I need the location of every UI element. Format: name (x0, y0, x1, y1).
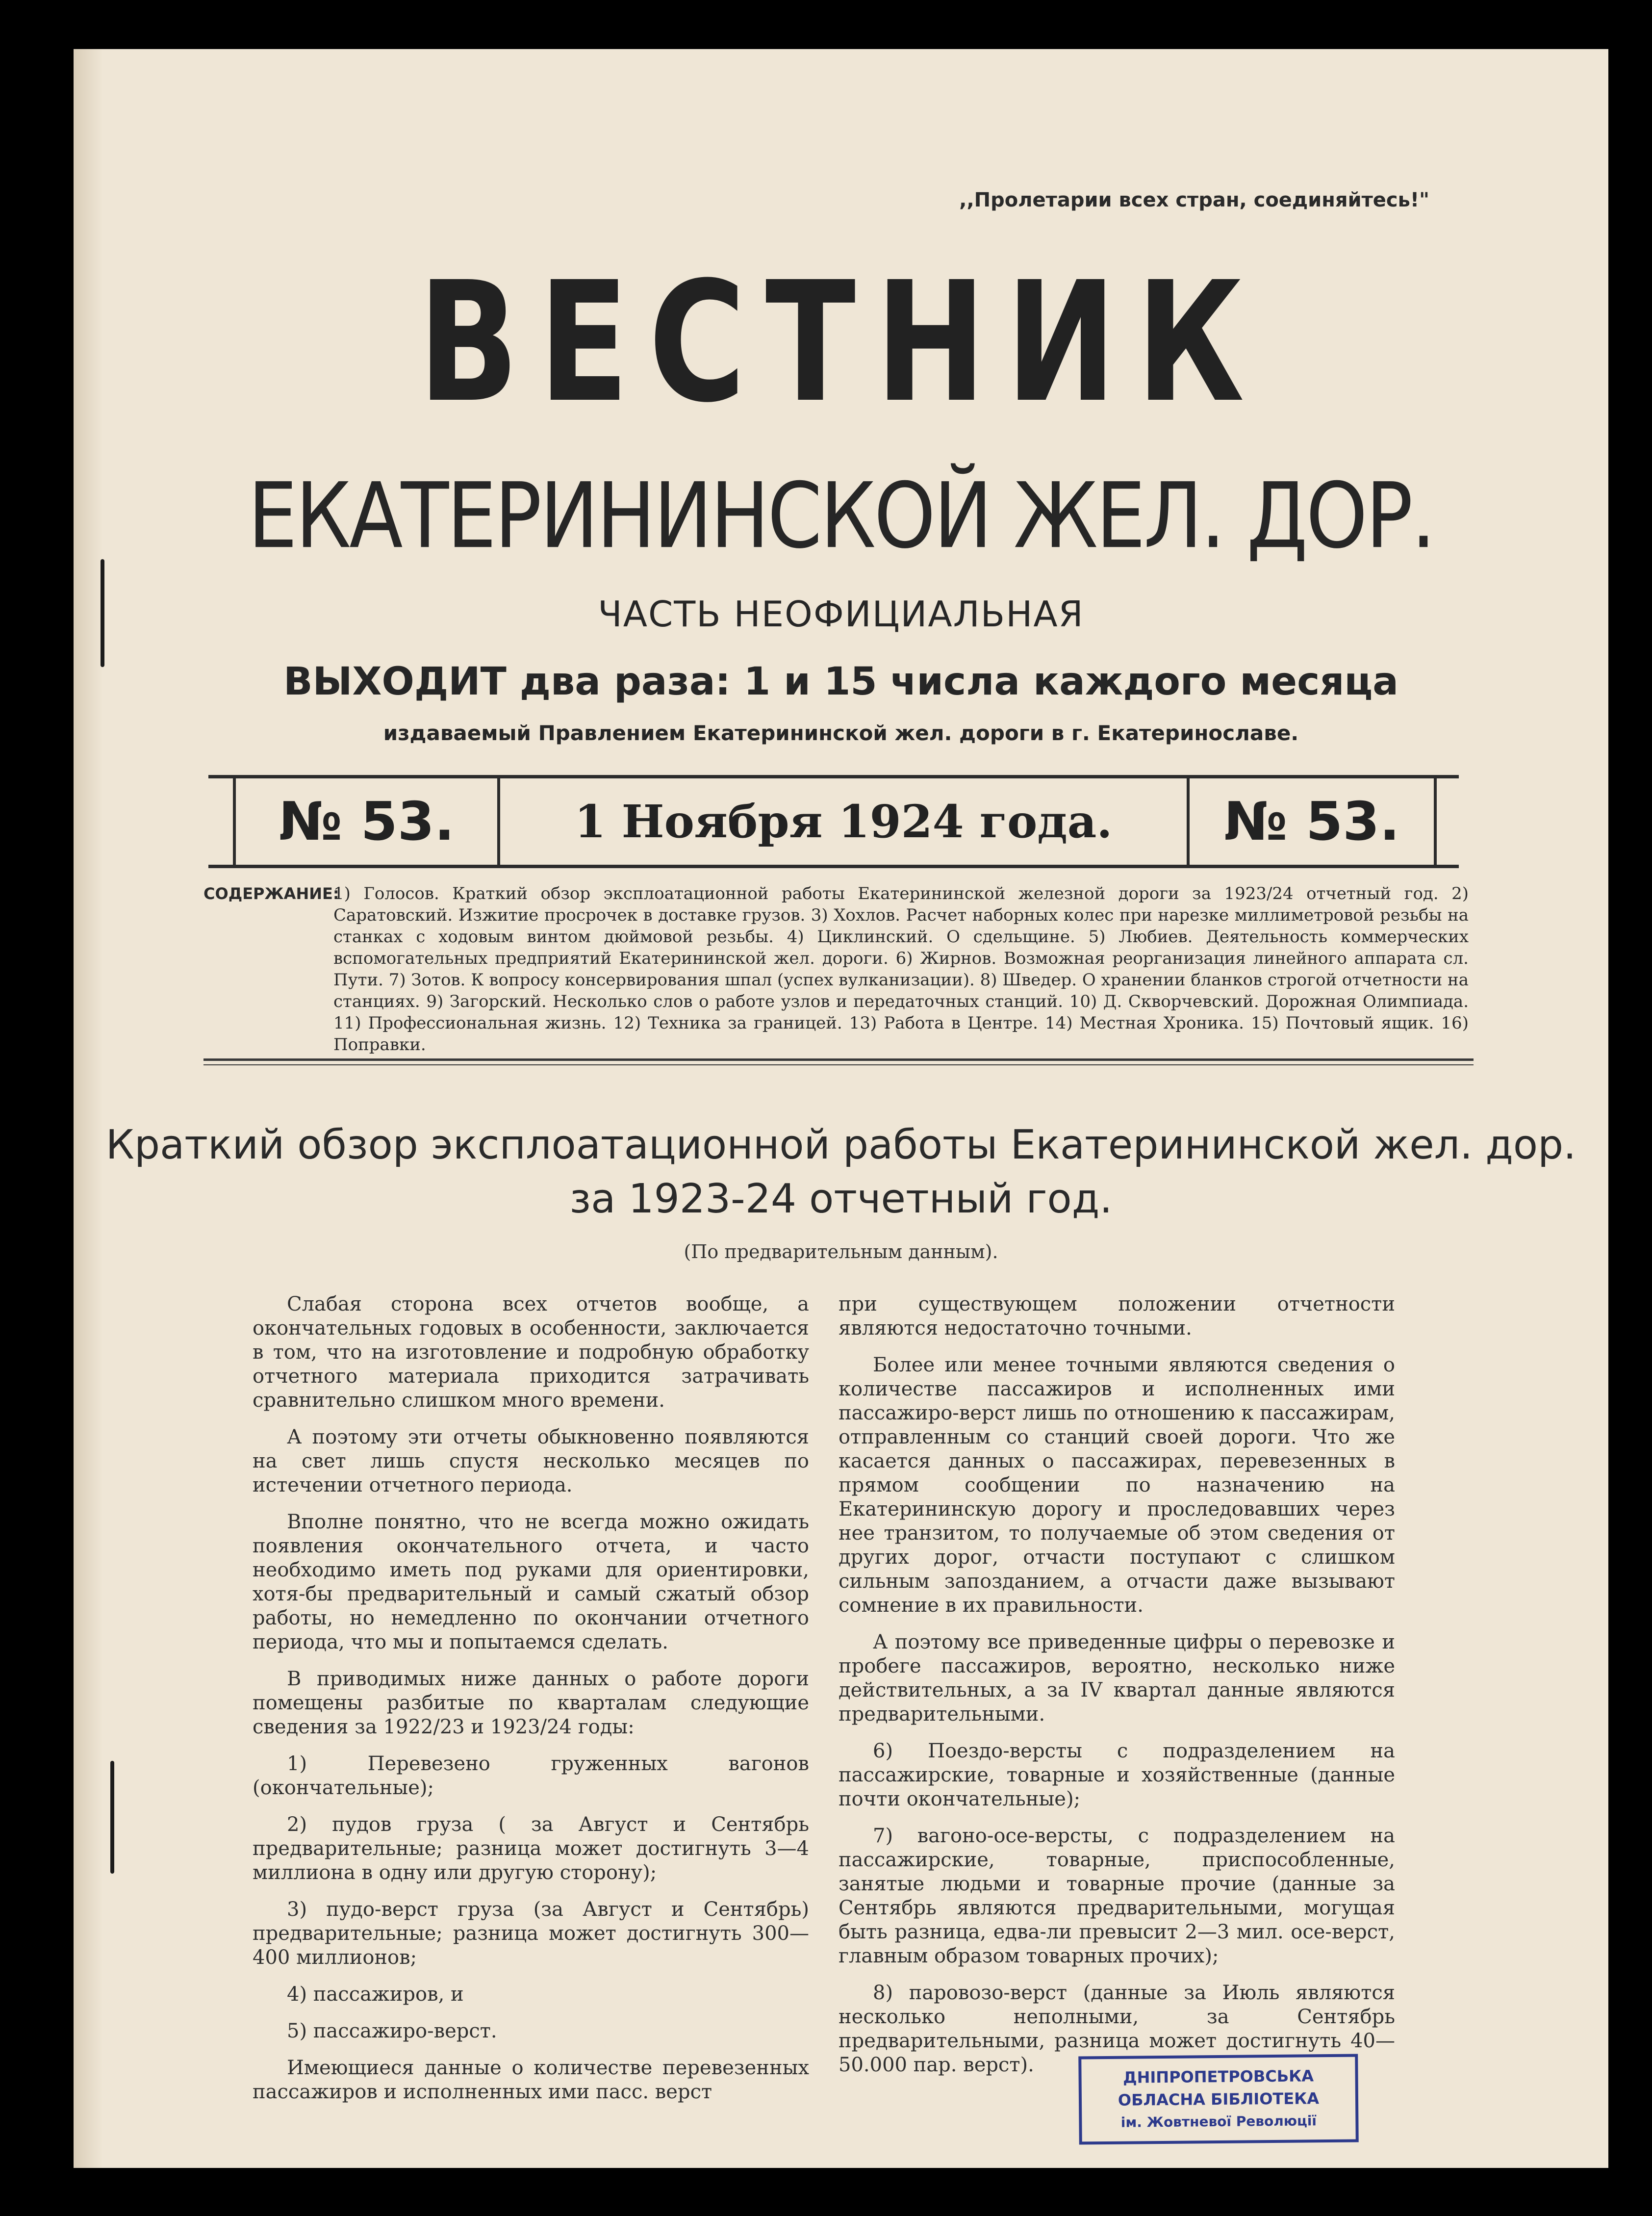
motto: ,,Пролетарии всех стран, соединяйтесь!" (959, 189, 1429, 211)
table-of-contents (203, 883, 1469, 1056)
issue-date: 1 Ноября 1924 года. (574, 795, 1113, 848)
paragraph: 5) пассажиро-верст. (287, 2020, 497, 2042)
divider-rule-thin (203, 1064, 1474, 1065)
paragraph: 4) пассажиров, и (287, 1983, 464, 2006)
article-title (74, 1118, 1608, 1226)
issue-number-left: № 53. (233, 778, 500, 865)
article-column-left (253, 1292, 809, 2117)
stamp-line1: ДНІПРОПЕТРОВСЬКА (1122, 2066, 1314, 2087)
publisher-line: издаваемый Правлением Екатерининской жел. дороги в г. Екатеринославе. (383, 721, 1299, 745)
paragraph: 7) вагоно-осе-версты, с подразделением на пассажирские, товарные, приспособленные, занятые людьми и товарные прочие (данные за Сентябрь являются предварительными, могущая быть разница, едва-ли превысит 2—3 мил. осе-верст, главным образом товарных прочих); (839, 1825, 1395, 1967)
contents-label: СОДЕРЖАНИЕ: (203, 884, 339, 903)
article-title-line2: за 1923-24 отчетный год. (569, 1176, 1113, 1222)
masthead-subtitle: ЕКАТЕРИНИНСКОЙ ЖЕЛ. ДОР. (248, 463, 1434, 568)
paragraph-continuation: при существующем положении отчетности являются недостаточно точными. (839, 1293, 1395, 1340)
section-label: ЧАСТЬ НЕОФИЦИАЛЬНАЯ (598, 593, 1084, 635)
paragraph: Вполне понятно, что не всегда можно ожидать появления окончательного отчета, и часто необходимо иметь под руками для ориентировки, хотя-бы предварительный и самый сжатый обзор работы, но немедленно по окончании отчетного периода, что мы и попытаемся сделать. (253, 1511, 809, 1653)
contents-text: 1) Голосов. Краткий обзор эксплоатационной работы Екатерининской железной дороги за 1923/24 отчетный год. 2) Саратовский. Изжитие просрочек в доставке грузов. 3) Хохлов. Расчет наборных колес при нарезке миллиметровой резьбы на станках с ходовым винтом дюймовой резьбы. 4) Циклинский. О сдельщине. 5) Любиев. Деятельность коммерческих вспомогательных предприятий Екатерининской жел. дороги. 6) Жирнов. Возможная реорганизация линейного аппарата сл. Пути. 7) Зотов. К вопросу консервирования шпал (успех вулканизации). 8) Шведер. О хранении бланков строгой отчетности на станциях. 9) Загорский. Несколько слов о работе узлов и передаточных станций. 10) Д. Скворчевский. Дорожная Олимпиада. 11) Профессиональная жизнь. 12) Техника за границей. 13) Работа в Центре. 14) Местная Хроника. 15) Почтовый ящик. 16) Поправки. (333, 884, 1469, 1055)
masthead-title: ВЕСТНИК (418, 246, 1264, 439)
paragraph: Более или менее точными являются сведения о количестве пассажиров и исполненных ими пассажиро-верст лишь по отношению к пассажирам, отправленным со станций своей дороги. Что же касается данных о пассажирах, перевезенных в прямом сообщении по назначению на Екатерининскую дорогу и проследовавших через нее транзитом, то получаемые об этом сведения от других дорог, отчасти поступают с слишком сильным запозданием, а отчасти даже вызывают сомнение в их правильности. (839, 1354, 1395, 1617)
stamp-line2: ОБЛАСНА БІБЛІОТЕКА (1118, 2089, 1320, 2110)
publication-frequency: ВЫХОДИТ два раза: 1 и 15 числа каждого месяца (283, 660, 1398, 704)
paragraph: А поэтому эти отчеты обыкновенно появляются на свет лишь спустя несколько месяцев по истечении отчетного периода. (253, 1426, 809, 1496)
article-title-line1: Краткий обзор эксплоатационной работы Екатерининской жел. дор. (105, 1122, 1576, 1168)
paragraph: 2) пудов груза ( за Август и Сентябрь предварительные; разница может достигнуть 3—4 миллиона в одну или другую сторону); (253, 1813, 809, 1884)
stamp-line3: ім. Жовтневої Революції (1120, 2113, 1317, 2131)
newspaper-page (74, 49, 1608, 2168)
issue-number-right: № 53. (1187, 778, 1437, 865)
binding-mark (110, 1761, 114, 1874)
issue-bar (208, 775, 1459, 868)
paragraph: А поэтому все приведенные цифры о перевозке и пробеге пассажиров, вероятно, несколько ниже действительных, а за IV квартал данные являются предварительными. (839, 1631, 1395, 1726)
paragraph: В приводимых ниже данных о работе дороги помещены разбитые по кварталам следующие сведения за 1922/23 и 1923/24 годы: (253, 1668, 809, 1738)
library-stamp (1078, 2054, 1359, 2145)
paragraph: 8) паровозо-верст (данные за Июль являются несколько неполными, за Сентябрь предварительными, разница может достигнуть 40—50.000 пар. верст). (839, 1982, 1395, 2076)
paragraph: 1) Перевезено груженных вагонов (окончательные); (253, 1752, 809, 1799)
paragraph: Имеющиеся данные о количестве перевезенных пассажиров и исполненных ими пасс. верст (253, 2057, 809, 2103)
paragraph: 6) Поездо-версты с подразделением на пассажирские, товарные и хозяйственные (данные почти окончательные); (839, 1740, 1395, 1810)
paragraph: Слабая сторона всех отчетов вообще, а окончательных годовых в особенности, заключается в том, что на изготовление и подробную обработку отчетного материала приходится затрачивать сравнительно слишком много времени. (253, 1293, 809, 1412)
binding-mark (101, 559, 104, 667)
article-note: (По предварительным данным). (684, 1241, 998, 1263)
divider-rule (203, 1058, 1474, 1061)
paragraph: 3) пудо-верст груза (за Август и Сентябрь) предварительные; разница может достигнуть 300—400 миллионов; (253, 1898, 809, 1969)
article-column-right (839, 1292, 1395, 2090)
